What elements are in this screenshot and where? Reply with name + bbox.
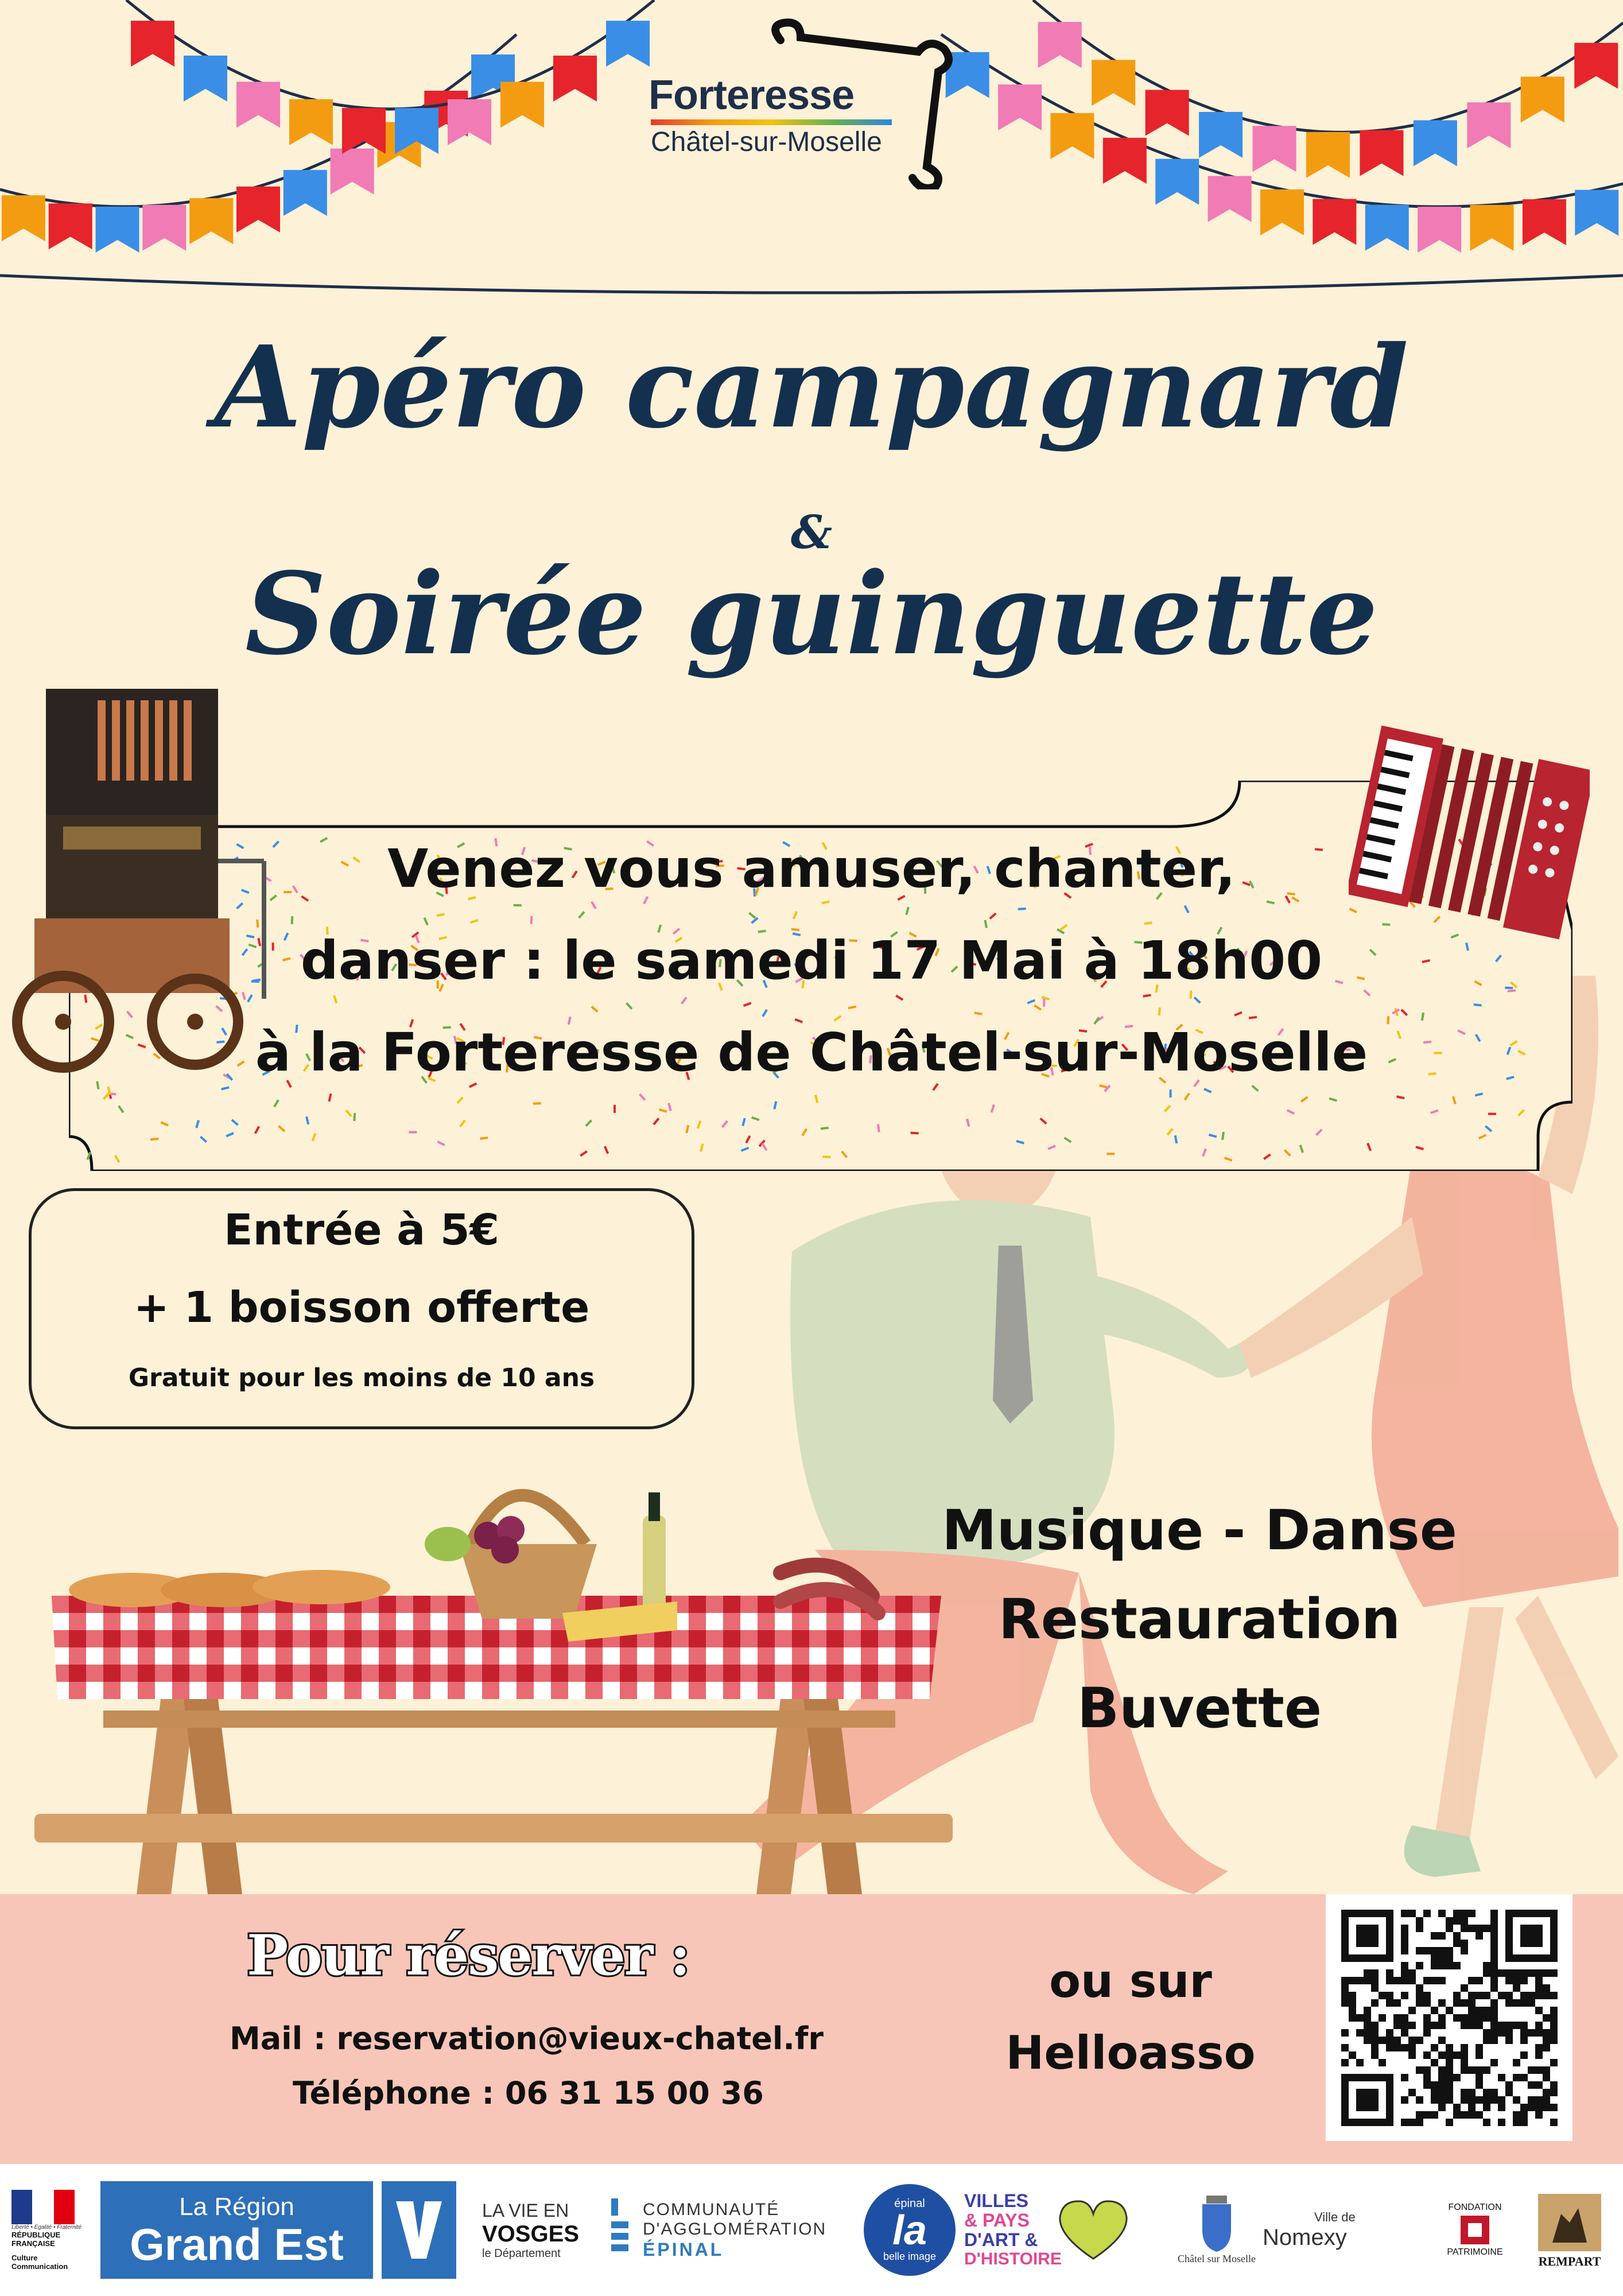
vosges-v-logo (382, 2181, 456, 2279)
nomexy-small: Ville de (1314, 2209, 1356, 2224)
reservation-helloasso[interactable]: Helloasso (1005, 2026, 1256, 2080)
reservation-email[interactable]: Mail : reservation@vieux-chatel.fr (230, 2020, 824, 2057)
nomexy-name: Nomexy (1263, 2224, 1347, 2250)
epinal-top: épinal (894, 2197, 925, 2210)
nomexy-logo (1263, 2181, 1412, 2279)
bunting-flag (1092, 60, 1135, 106)
bunting-flag (96, 207, 139, 253)
fondation-patrimoine-logo (1435, 2181, 1515, 2279)
bunting-flag (1208, 176, 1252, 222)
rempart-icon (1535, 2191, 1604, 2254)
bunting-flag (1038, 22, 1082, 68)
villes-line-2: & PAYS (964, 2210, 1030, 2231)
bunting-flag (998, 84, 1042, 130)
activity-buvette: Buvette (1077, 1676, 1322, 1740)
free-drink: + 1 boisson offerte (133, 1283, 590, 1332)
title-ampersand: & (790, 505, 833, 559)
bunting-flag (131, 21, 174, 67)
logo-place: Châtel-sur-Moselle (651, 127, 882, 157)
qr-code[interactable] (1326, 1894, 1572, 2141)
bunting-flag (1418, 207, 1461, 253)
coat-of-arms-icon (1199, 2196, 1234, 2253)
logo-name: Forteresse (649, 72, 855, 118)
agglo-line-1: COMMUNAUTÉ (643, 2200, 780, 2219)
agglo-line-2: D'AGGLOMÉRATION (643, 2219, 827, 2239)
bunting-flag (1360, 130, 1403, 176)
marianne-flag-icon (11, 2190, 75, 2224)
la-vie-en-vosges-logo (482, 2181, 597, 2279)
invite-line-3: à la Forteresse de Châtel-sur-Moselle (255, 1022, 1368, 1083)
agglo-line-3: ÉPINAL (643, 2239, 724, 2260)
region-name: Grand Est (130, 2219, 344, 2270)
bunting-flag (1470, 205, 1514, 251)
rempart-logo (1527, 2181, 1613, 2279)
reservation-alt-prefix: ou sur (1049, 1954, 1212, 2008)
bunting-flag (500, 82, 544, 128)
region-label: La Région (179, 2193, 294, 2221)
agglo-epinal-logo (608, 2181, 849, 2279)
invite-line-2: danser : le samedi 17 Mai à 18h00 (300, 930, 1323, 991)
bunting-flag (1313, 199, 1356, 245)
vosges-line-3: le Département (482, 2247, 561, 2260)
bunting-flag (2, 195, 45, 241)
bunting-flag (1414, 121, 1457, 166)
bunting-flag (342, 108, 386, 154)
vosges-line-2: VOSGES (482, 2221, 579, 2247)
chatel-name: Châtel sur Moselle (1178, 2252, 1256, 2264)
region-grand-est-logo (100, 2181, 373, 2279)
bunting-flag (1523, 199, 1566, 245)
agglo-bars-icon (608, 2196, 637, 2264)
free-children-note: Gratuit pour les moins de 10 ans (128, 1363, 595, 1393)
barrel-organ-illustration (11, 677, 275, 1079)
activity-music-dance: Musique - Danse (942, 1498, 1457, 1562)
republique-name: RÉPUBLIQUE FRANÇAISE (11, 2230, 61, 2248)
bunting-flag (553, 56, 597, 102)
forteresse-logo (643, 17, 964, 189)
invite-line-1: Venez vous amuser, chanter, (387, 838, 1236, 899)
bunting-flag (142, 205, 186, 251)
rempart-name: REMPART (1538, 2254, 1601, 2268)
reservation-phone[interactable]: Téléphone : 06 31 15 00 36 (293, 2075, 764, 2111)
bunting-flag (1199, 112, 1243, 158)
bunting-flag (284, 170, 327, 216)
title-line-1: Apéro campagnard (214, 321, 1409, 453)
bunting-flag (1306, 132, 1350, 178)
villes-line-3: D'ART & (964, 2229, 1038, 2250)
republique-motto: Liberté • Égalité • Fraternité (11, 2224, 82, 2231)
reservation-title: Pour réserver : (247, 1923, 690, 1988)
bunting-flag (1103, 138, 1147, 184)
communication-label: Communication (11, 2262, 68, 2271)
activity-restauration: Restauration (998, 1587, 1401, 1651)
bunting-flag (1253, 126, 1296, 172)
villes-line-1: VILLES (964, 2190, 1029, 2211)
epinal-main: la (892, 2208, 927, 2254)
title-line-2: Soirée guinguette (244, 548, 1379, 680)
logo-color-bar (651, 119, 892, 125)
chatel-sur-moselle-logo (1159, 2181, 1274, 2279)
patrimoine-icon (1458, 2213, 1492, 2247)
bunting-flag (236, 82, 280, 128)
bunting-flag (1467, 102, 1511, 148)
republique-francaise-logo (11, 2181, 92, 2279)
fondation-line-2: PATRIMOINE (1447, 2247, 1503, 2257)
bunting-flag (448, 99, 491, 145)
entry-price: Entrée à 5€ (224, 1205, 499, 1255)
bunting-flag (1155, 159, 1199, 205)
villes-line-4: D'HISTOIRE (964, 2250, 1062, 2268)
bunting-flag (236, 187, 280, 232)
accordion-illustration (1349, 723, 1590, 953)
bunting-flag (1365, 205, 1409, 251)
v-icon (393, 2198, 445, 2262)
pays-epinal-heart-logo (1050, 2181, 1136, 2279)
epinal-bottom: belle image (883, 2251, 937, 2262)
bunting-flag (1575, 190, 1618, 236)
bunting-flag (331, 149, 374, 195)
vosges-line-1: LA VIE EN (482, 2200, 569, 2221)
bunting-flag (49, 203, 92, 249)
bunting-flag (189, 198, 233, 244)
bunting-flag (289, 99, 333, 145)
culture-label: Culture (11, 2253, 38, 2262)
heart-icon (1053, 2196, 1133, 2264)
bunting-flag (1574, 43, 1618, 89)
bunting-flag (1050, 113, 1094, 159)
bunting-flag (1521, 76, 1564, 122)
bunting-flag (1146, 90, 1189, 136)
bunting-flag (1260, 189, 1304, 235)
villes-pays-art-histoire-logo (964, 2181, 1062, 2279)
fondation-line-1: FONDATION (1448, 2202, 1502, 2212)
epinal-belle-image-logo (861, 2181, 958, 2279)
bunting-flag (184, 56, 227, 102)
